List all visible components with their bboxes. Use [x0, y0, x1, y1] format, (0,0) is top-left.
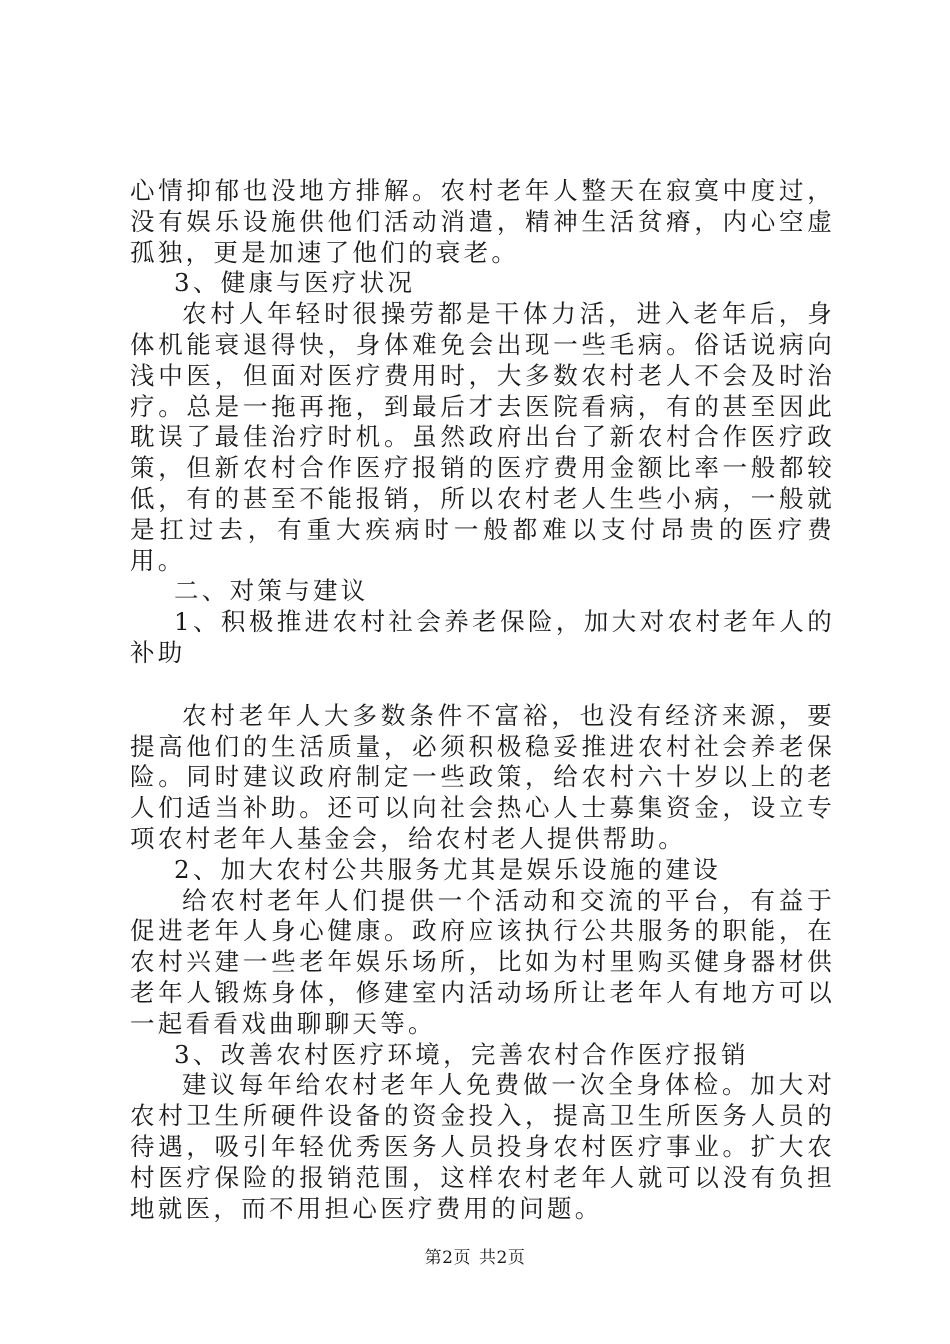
paragraph-continuation: 心情抑郁也没地方排解。农村老年人整天在寂寞中度过，没有娱乐设施供他们活动消遣，精神生活贫瘠，内心空虚孤独，更是加速了他们的衰老。: [130, 176, 835, 267]
paragraph-health: 农村人年轻时很操劳都是干体力活，进入老年后，身体机能衰退得快，身体难免会出现一些毛病。俗话说病向浅中医，但面对医疗费用时，大多数农村老人不会及时治疗。总是一拖再拖，到最后才去医院看病，有的甚至因此耽误了最佳治疗时机。虽然政府出台了新农村合作医疗政策，但新农村合作医疗报销的医疗费用金额比率一般都较低，有的甚至不能报销，所以农村老人生些小病，一般就是扛过去，有重大疾病时一般都难以支付昂贵的医疗费用。: [130, 299, 835, 575]
paragraph-medical: 建议每年给农村老年人免费做一次全身体检。加大对农村卫生所硬件设备的资金投入，提高卫生所医务人员的待遇，吸引年轻优秀医务人员投身农村医疗事业。扩大农村医疗保险的报销范围，这样农村老年人就可以没有负担地就医，而不用担心医疗费用的问题。: [130, 1070, 835, 1223]
section-heading-health: 3、健康与医疗状况: [174, 268, 416, 298]
section-heading-public-service: 2、加大农村公共服务尤其是娱乐设施的建设: [174, 854, 722, 884]
section-heading-medical: 3、改善农村医疗环境，完善农村合作医疗报销: [174, 1039, 749, 1069]
page-footer: [0, 1243, 950, 1268]
paragraph-public-service: 给农村老年人们提供一个活动和交流的平台，有益于促进老年人身心健康。政府应该执行公共服务的职能，在农村兴建一些老年娱乐场所，比如为村里购买健身器材供老年人锻炼身体，修建室内活动场所让老年人有地方可以一起看看戏曲聊聊天等。: [130, 885, 835, 1038]
paragraph-pension: 农村老年人大多数条件不富裕，也没有经济来源，要提高他们的生活质量，必须积极稳妥推进农村社会养老保险。同时建议政府制定一些政策，给农村六十岁以上的老人们适当补助。还可以向社会热心人士募集资金，设立专项农村老年人基金会，给农村老人提供帮助。: [130, 700, 835, 853]
section-heading-pension: 1、积极推进农村社会养老保险，加大对农村老年人的补助: [130, 607, 835, 667]
page-total: 共2页: [479, 1248, 526, 1268]
document-body: [130, 176, 835, 1224]
page-number: 第2页: [424, 1248, 471, 1268]
section-heading-countermeasures: 二、对策与建议: [174, 576, 369, 606]
